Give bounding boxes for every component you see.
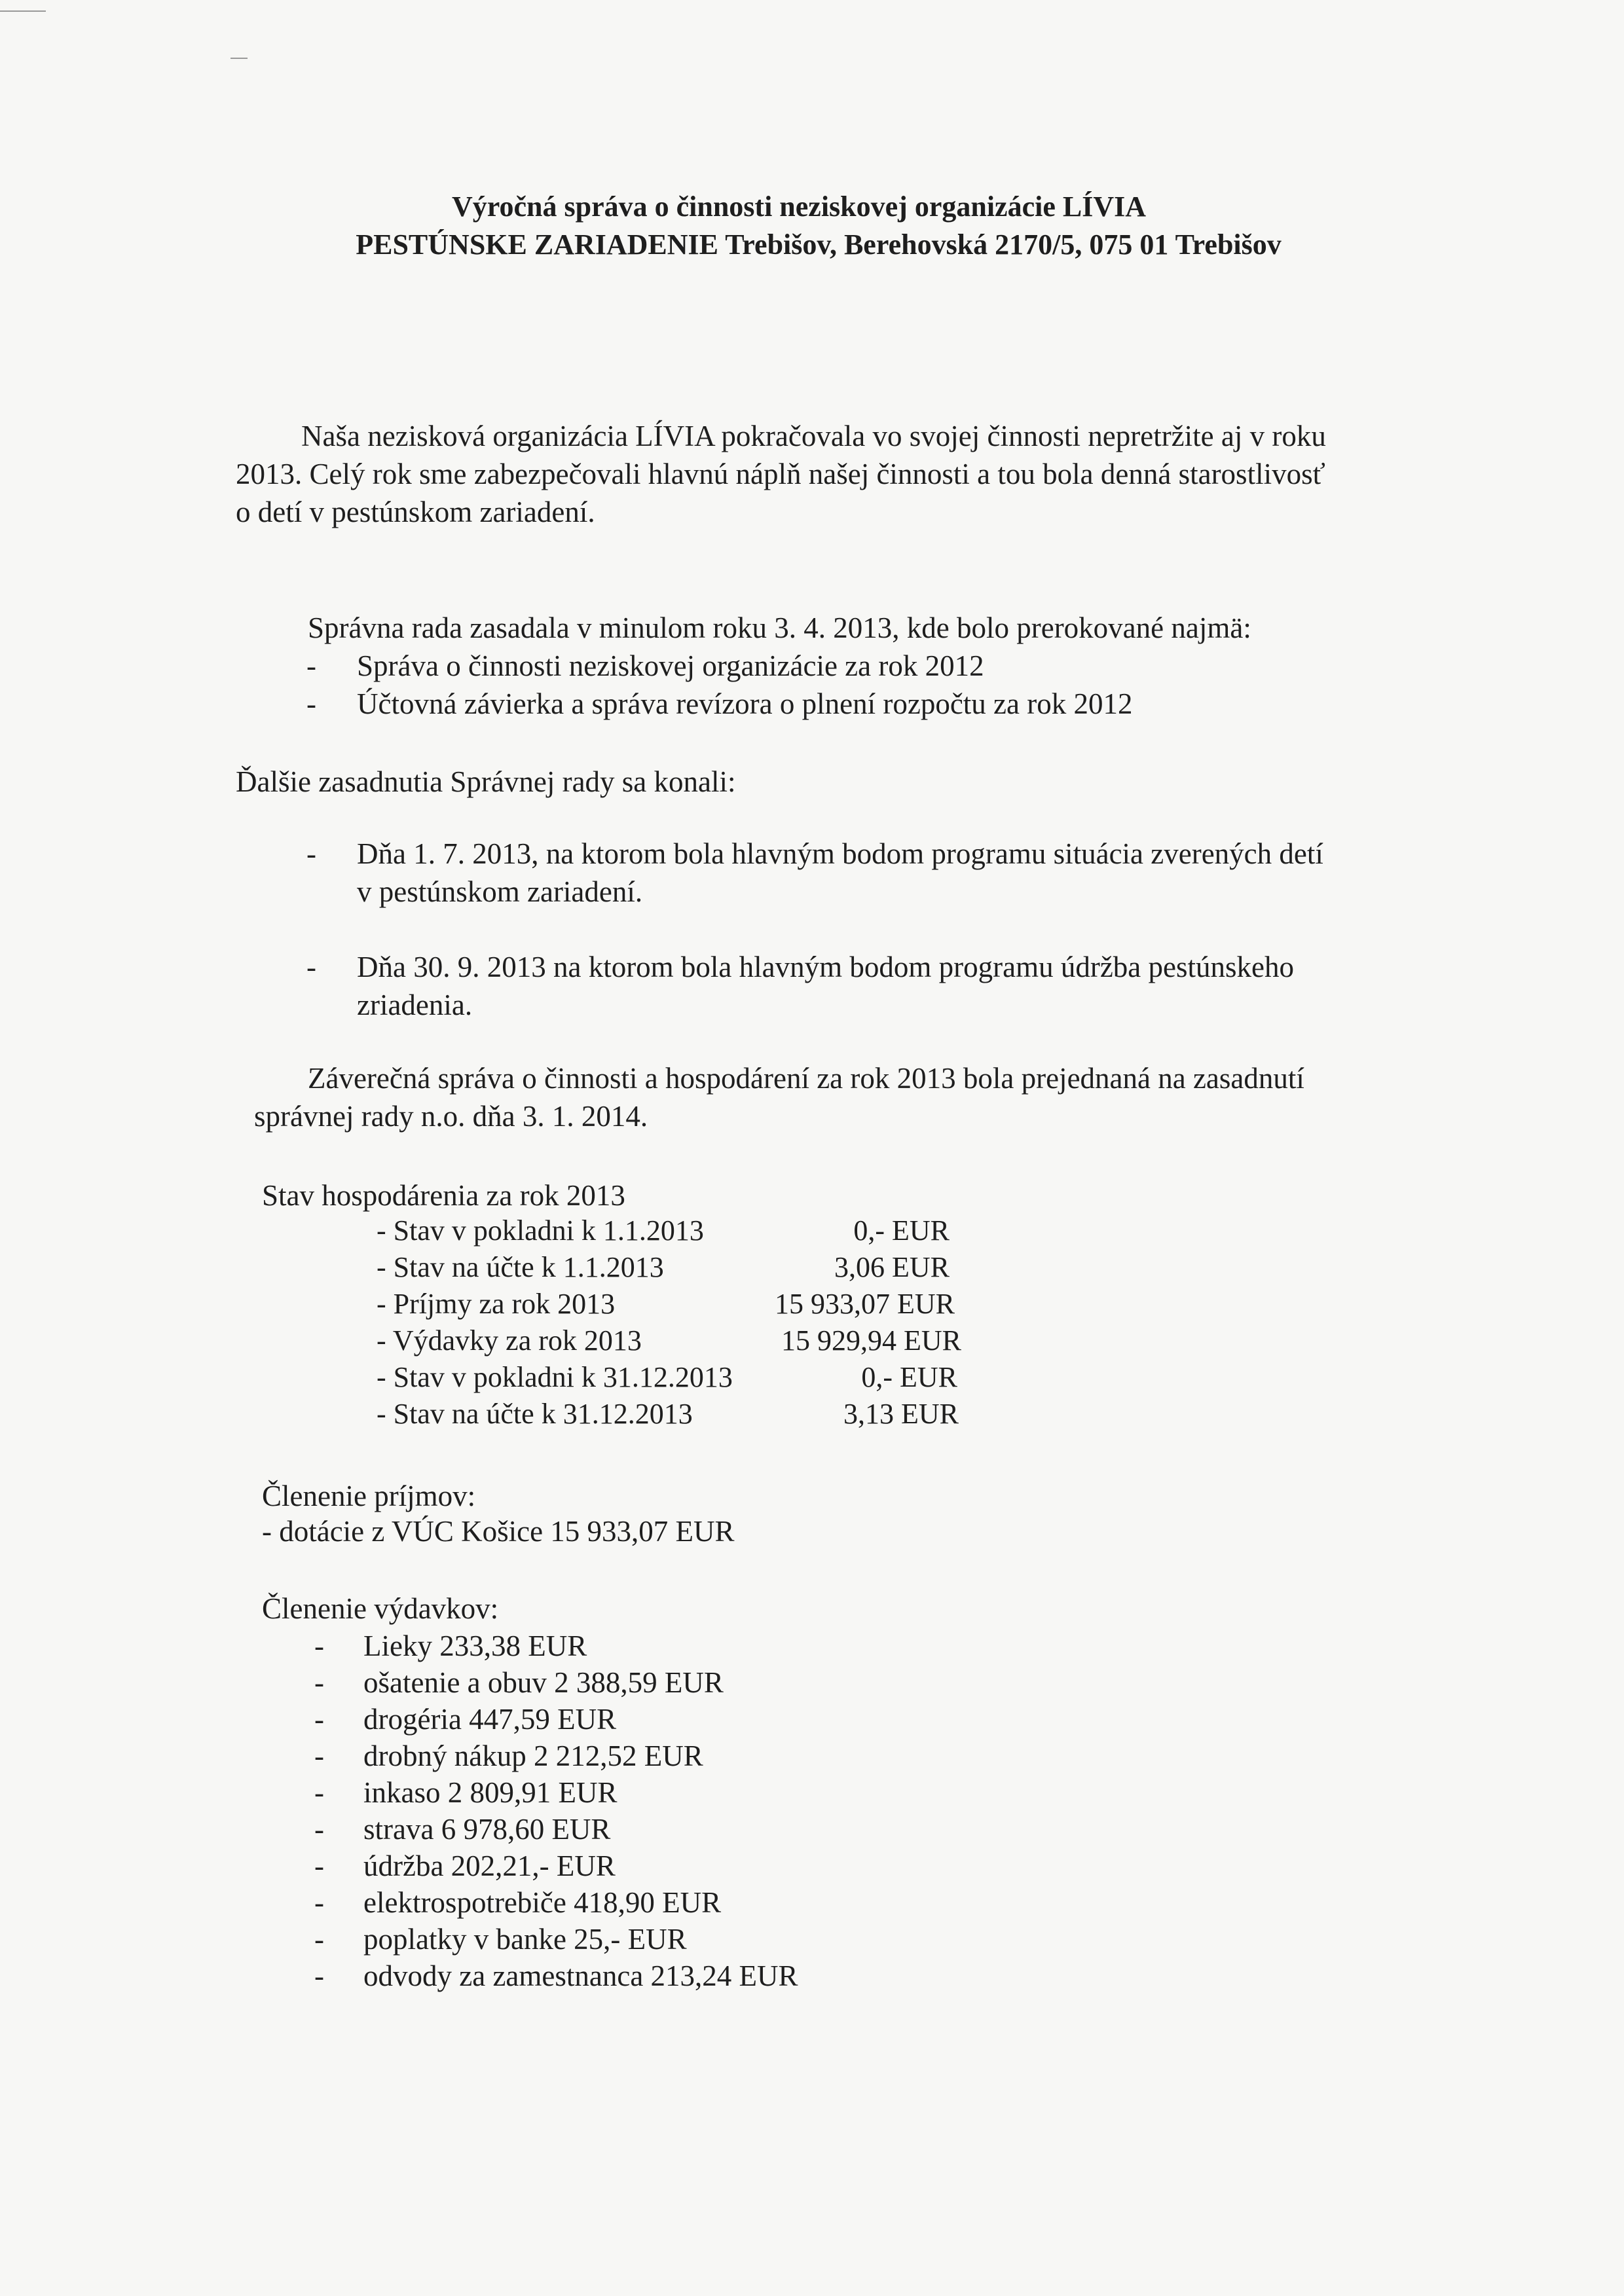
finance-row-amount: 15 933,07 EUR [775,1288,955,1320]
income-line: - dotácie z VÚC Košice 15 933,07 EUR [262,1515,735,1548]
finance-row-label: - Stav v pokladni k 31.12.2013 [377,1361,733,1393]
bullet-dash: - [314,1959,324,1992]
scan-edge-mark [0,10,46,12]
scan-mark [231,58,248,59]
board-heading: Správna rada zasadala v minulom roku 3. 4. 2013, kde bolo prerokované najmä: [308,611,1251,644]
expense-item: údržba 202,21,- EUR [363,1850,616,1882]
expense-item: drobný nákup 2 212,52 EUR [363,1740,703,1772]
intro-line1: Naša nezisková organizácia LÍVIA pokračovala vo svojej činnosti nepretržite aj v roku [301,420,1326,452]
bullet-dash: - [314,1740,324,1772]
bullet-dash: - [306,687,316,720]
final-report-line2: správnej rady n.o. dňa 3. 1. 2014. [254,1100,648,1133]
bullet-dash: - [306,951,316,983]
board-item: Správa o činnosti neziskovej organizácie za rok 2012 [357,649,984,682]
expense-item: Lieky 233,38 EUR [363,1630,587,1662]
bullet-dash: - [314,1776,324,1809]
expense-item: poplatky v banke 25,- EUR [363,1923,687,1956]
final-report-line1: Záverečná správa o činnosti a hospodárení za rok 2013 bola prejednaná na zasadnutí [308,1062,1304,1095]
bullet-dash: - [314,1666,324,1699]
meeting-item1-line1: Dňa 1. 7. 2013, na ktorom bola hlavným bodom programu situácia zverených detí [357,837,1323,870]
bullet-dash: - [314,1850,324,1882]
bullet-dash: - [306,649,316,682]
intro-line2: 2013. Celý rok sme zabezpečovali hlavnú náplň našej činnosti a tou bola denná starostlivosť [236,458,1325,490]
bullet-dash: - [306,837,316,870]
finance-row-label: - Výdavky za rok 2013 [377,1324,642,1357]
board-item: Účtovná závierka a správa revízora o plnení rozpočtu za rok 2012 [357,687,1133,720]
expenses-heading: Členenie výdavkov: [262,1592,499,1625]
meeting-item2-line2: zriadenia. [357,989,473,1021]
finance-row-amount: 3,06 EUR [834,1251,950,1283]
bullet-dash: - [314,1923,324,1956]
document-title-line1: Výročná správa o činnosti neziskovej organizácie LÍVIA [451,191,1147,223]
bullet-dash: - [314,1630,324,1662]
income-heading: Členenie príjmov: [262,1480,476,1512]
intro-line3: o detí v pestúnskom zariadení. [236,496,595,528]
finance-row-label: - Príjmy za rok 2013 [377,1288,616,1320]
expense-item: elektrospotrebiče 418,90 EUR [363,1886,722,1919]
finance-row-amount: 0,- EUR [861,1361,957,1393]
finance-row-label: - Stav na účte k 1.1.2013 [377,1251,664,1283]
expense-item: odvody za zamestnanca 213,24 EUR [363,1959,798,1992]
expense-item: ošatenie a obuv 2 388,59 EUR [363,1666,724,1699]
expense-item: drogéria 447,59 EUR [363,1703,617,1736]
expense-item: strava 6 978,60 EUR [363,1813,611,1846]
bullet-dash: - [314,1813,324,1846]
bullet-dash: - [314,1886,324,1919]
finance-row-amount: 3,13 EUR [843,1398,959,1430]
meeting-item1-line2: v pestúnskom zariadení. [357,875,643,908]
expense-item: inkaso 2 809,91 EUR [363,1776,618,1809]
meeting-item2-line1: Dňa 30. 9. 2013 na ktorom bola hlavným bodom programu údržba pestúnskeho [357,951,1294,983]
meetings-heading: Ďalšie zasadnutia Správnej rady sa konali: [236,765,736,798]
finance-row-label: - Stav na účte k 31.12.2013 [377,1398,693,1430]
finance-row-amount: 15 929,94 EUR [781,1324,961,1357]
bullet-dash: - [314,1703,324,1736]
finance-row-amount: 0,- EUR [853,1214,950,1247]
finances-heading: Stav hospodárenia za rok 2013 [262,1179,625,1212]
finance-row-label: - Stav v pokladni k 1.1.2013 [377,1214,704,1247]
document-title-line2: PESTÚNSKE ZARIADENIE Trebišov, Berehovská 2170/5, 075 01 Trebišov [356,228,1282,261]
